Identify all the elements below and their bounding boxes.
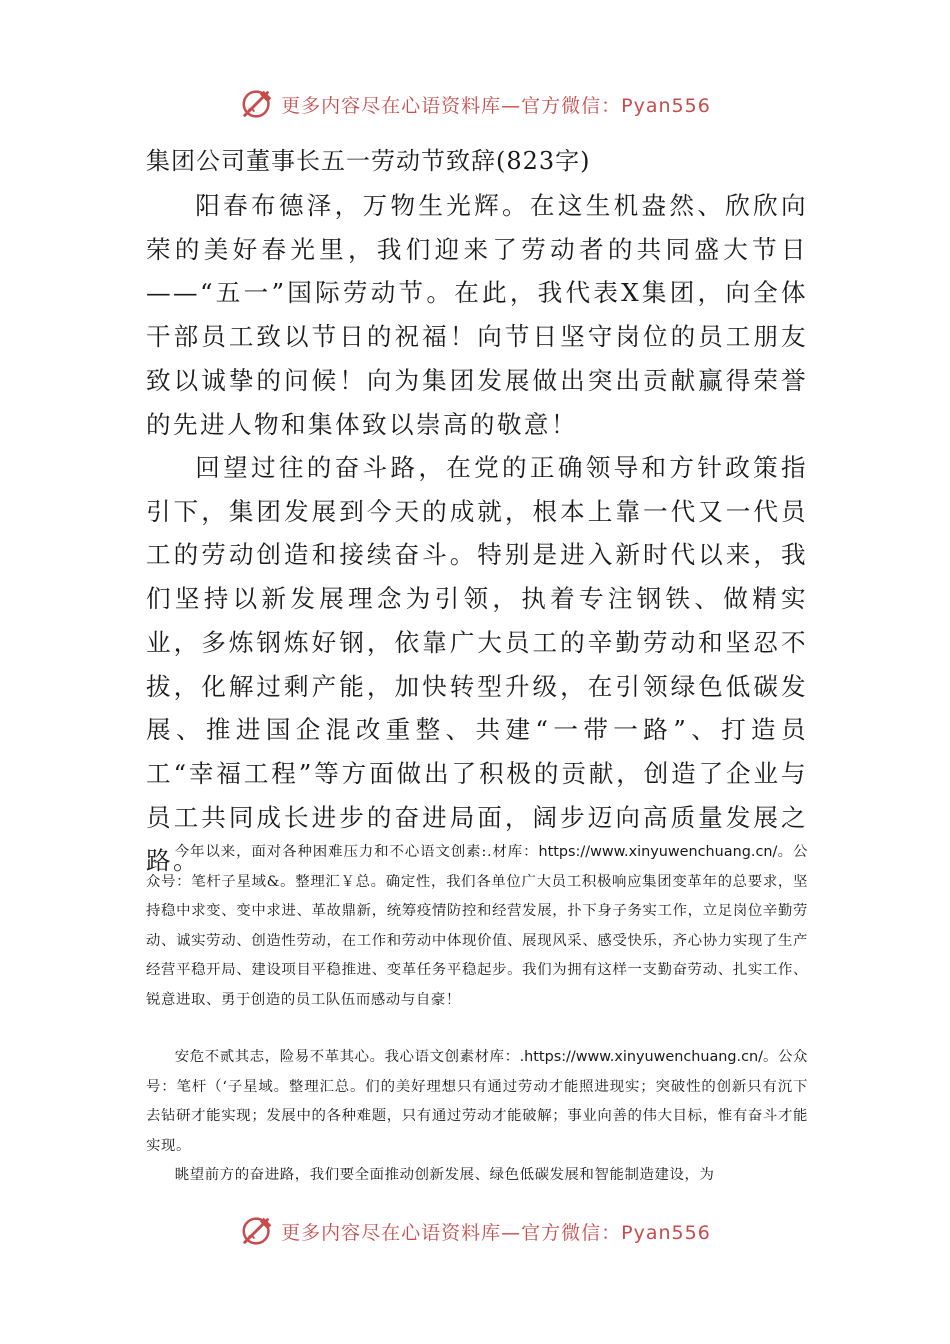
- banner-wechat-id: Pyan556: [621, 1221, 711, 1244]
- banner-text: [281, 1218, 711, 1245]
- header-banner: [0, 82, 950, 126]
- paragraph-3: [146, 838, 808, 1015]
- banner-slogan: 更多内容尽在心语资料库—官方微信：: [281, 94, 622, 117]
- pen-logo-icon: [239, 1212, 277, 1250]
- paragraph-4-url: .https://www.xinyuwenchuang.cn/: [519, 1049, 764, 1065]
- paragraph-3-rest: 。公众号：笔杆子星域&。整理汇￥总。确定性，我们各单位广大员工积极响应集团变革年的总要求，坚持稳中求变、变中求进、革故鼎新，统筹疫情防控和经营发展，扑下身子务实工作，立足岗位辛勤劳动、诚实劳动、创造性劳动，在工作和劳动中体现价值、展现风采、感受快乐，齐心协力实现了生产经营平稳开局、建设项目平稳推进、变革任务平稳起步。我们为拥有这样一支勤奋劳动、扎实工作、锐意进取、勇于创造的员工队伍而感动与自豪！: [146, 844, 808, 1008]
- paragraph-1: 阳春布德泽，万物生光辉。在这生机盎然、欣欣向荣的美好春光里，我们迎来了劳动者的共同盛大节日——“五一”国际劳动节。在此，我代表X集团，向全体干部员工致以节日的祝福！向节日坚守岗位的员工朋友致以诚挚的问候！向为集团发展做出突出贡献赢得荣誉的先进人物和集体致以崇高的敬意！: [146, 191, 808, 439]
- banner-slogan: 更多内容尽在心语资料库—官方微信：: [281, 1221, 622, 1244]
- pen-logo-icon: [239, 85, 277, 123]
- paragraph-3-url: https://www.xinyuwenchuang.cn/: [538, 844, 778, 860]
- paragraph-3-lead: 今年以来，面对各种困难压力和不心语文创素:.材库：: [174, 844, 539, 860]
- banner-wechat-id: Pyan556: [621, 94, 711, 117]
- paragraph-4-lead: 安危不贰其志，险易不革其心。我心语文创素材库：: [174, 1049, 520, 1065]
- banner-text: [281, 91, 711, 118]
- paragraph-5-lead: 眺望前方的奋进路，我们要全面推动创新发展、绿色低碳发展和智能制造建设，为: [174, 1167, 715, 1183]
- footer-banner: [0, 1209, 950, 1253]
- paragraph-2: 回望过往的奋斗路，在党的正确领导和方针政策指引下，集团发展到今天的成就，根本上靠一代又一代员工的劳动创造和接续奋斗。特别是进入新时代以来，我们坚持以新发展理念为引领，执着专注钢铁、做精实业，多炼钢炼好钢，依靠广大员工的辛勤劳动和坚忍不拔，化解过剩产能，加快转型升级，在引领绿色低碳发展、推进国企混改重整、共建“一带一路”、打造员工“幸福工程”等方面做出了积极的贡献，创造了企业与员工共同成长进步的奋进局面，阔步迈向高质量发展之路。: [146, 453, 808, 876]
- document-title: 集团公司董事长五一劳动节致辞(823字): [146, 147, 591, 175]
- paragraph-4-rest: 。公众号：笔杆（‘子星域。整理汇总。们的美好理想只有通过劳动才能照进现实；突破性的创新只有沉下去钻研才能实现；发展中的各种难题，只有通过劳动才能破解；事业向善的伟大目标，惟有奋斗才能实现。: [146, 1049, 808, 1154]
- paragraph-5: [146, 1161, 808, 1191]
- paragraph-4: [146, 1043, 808, 1161]
